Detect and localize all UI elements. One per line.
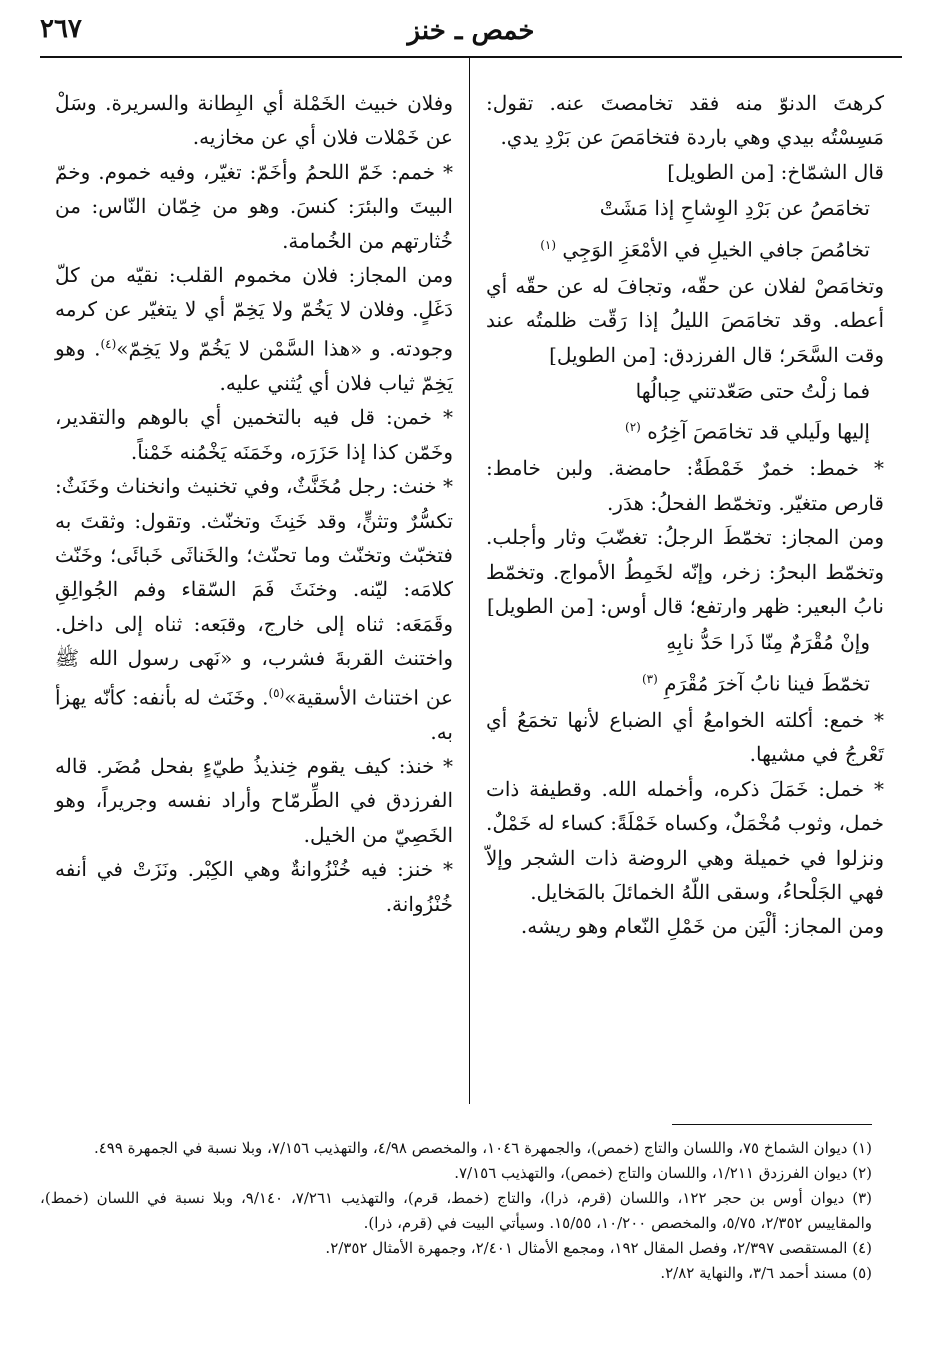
verse-line: وإنْ مُقْرَمٌ مِنّا ذَرا حَدُّ نابِهِ [666,630,870,655]
entry-text: ومن المجاز: تخمّطَ الرجلُ: تغضّبَ وثار وأجلب. وتخمّط البحرُ: زخر، وإنّه لخَمِطُ الأمواج. وتخمّط نابُ البعير: ظهر وارتفع؛ قال أوس: [من الطويل] [486,525,884,618]
entry-text: ومن المجاز: ألْيَن من خَمْلِ النّعام وهو ريشه. [520,914,884,939]
right-column [486,86,884,944]
verse-line [486,228,884,267]
verse-text: تخمّطَ فينا نابُ آخرَ مُقْرَمِ [664,671,870,696]
verse-line: فما زلْتُ حتى صَعّدتني حِبالُها [635,378,870,403]
column-divider [469,58,470,1104]
entry-text: وفلان خبيث الخَمْلة أي البِطانة والسريرة. وسَلْ عن خَمْلات فلان أي عن مخازيه. [55,91,453,150]
left-column [55,86,453,921]
footnote-marker: (٤) [100,336,117,351]
header-rule [40,56,902,58]
footnote: (٢) ديوان الفرزدق ١/٢١١، واللسان والتاج (خمص)، والتهذيب ٧/١٥٦. [454,1164,872,1182]
footnote-marker: (٢) [625,420,641,435]
entry-khanth [55,469,453,749]
verse-text: إليها ولَيلي قد تخامَصَ آخِرُه [647,419,870,444]
footnote-marker: (٣) [641,671,658,686]
footnote-marker: (٥) [268,685,285,700]
footnotes [40,1136,872,1286]
running-title: خمص ـ خنز [407,16,535,46]
entry-khama: * خمع: أكلته الخوامعُ أي الضباع لأنها تخمَعُ أي تَعْرجُ في مشيها. [486,707,884,767]
verse-line: تخامَصُ عن بَرْدِ الوِشاحِ إذا مَشَتْ [599,196,870,221]
footnote: (٣) ديوان أوس بن حجر ١٢٢، واللسان (قرم، ذرا)، والتاج (خمط، قرم)، والتهذيب ٧/٢٦١، ٩/١٤٠، وبلا نسبة في اللسان (خمط)، والمقاييس ٢/٣٥٢، ٥/٧٥، والمخصص ١٠/٢٠٠، ١٥/٥٥. وسيأتي البيت في (قرم، ذرا). [40,1189,872,1232]
entry-khamt: * خمط: خمرٌ خَمْطَةٌ: حامضة. ولبن خامط: قارص متغيّر. وتخمّط الفحلُ: هدَر. [486,456,884,515]
entry-khanz: * خنز: فيه خُنْزُوانةٌ وهي الكِبْر. ونَزَتْ في أنفه خُنْزُوانة. [55,857,453,916]
entry-text-part: * خنث: رجل مُخَنَّثٌ، وفي تخنيث وانخناث وخَنَثٌ: تكسُّرٌ وتثنٍّ، وقد خَنِثَ وتخنّث. وتقول: وثقتَ به فتخبّث وتخنّث وما تحنّث؛ والخَناثَى خَبائَى؛ وخَنّث كلامَه: ليّنه. وخنَثَ فَمَ السّقاء وفم الجُوالِقِ وقَمَعَه: ثناه إلى خارج، وقبَعه: ثناه إلى داخل. واختنث القربةَ فشرب، و «نَهى رسول الله ﷺ عن اختناث الأسقية» [55,474,453,710]
entry-khaml: * خمل: خَمَلَ ذكره، وأخمله الله. وقطيفة ذات خمل، وثوب مُخْمَلٌ، وكساه خَمْلَةً: كساء له خَمْلٌ. ونزلوا في خميلة وهي الروضة ذات الشجر وإلاّ فهي الجَلْحاءُ، وسقى اللّهُ الخمائلَ بالمَخايل. [486,776,884,904]
entry-text: وتخامَصْ لفلان عن حقّه، وتجافَ له عن حقّه أي أعطه. وقد تخامَصَ الليلُ إذا رَقّت ظلمتُه عند وقت السَّحَر؛ قال الفرزدق: [من الطويل] [486,273,884,367]
entry-khamn: * خمن: قل فيه بالتخمين أي بالوهم والتقدير، وخَمّن كذا إذا حَزَرَه، وخَمَنَه يَخْمُنه خَمْناً. [55,405,453,464]
footnote-rule [672,1124,872,1125]
page-number: ٢٦٧ [40,14,82,44]
entry-khamm: * خمم: خَمّ اللحمُ وأخَمّ: تغيّر، وفيه خموم. وخمّ البيتَ والبئرَ: كنسَ. وهو من خِمّان النّاس: من خُثارتهم من الخُمامة. [55,159,453,253]
entry-text-part: ومن المجاز: فلان مخموم القلب: نقيّه من كلّ دَغَلٍ. وفلان لا يَخُمّ ولا يَخِمّ أي لا يتغيّر عن كرمه وجودته. و «هذا السَّمْن لا يَخُمّ ولا يَخِمّ» [55,263,453,361]
footnote-marker: (١) [540,237,557,252]
verse-text: تخامُصَ جافي الخيلِ في الأمْعَزِ الوَجِي [562,237,870,262]
entry-text-part: . وخَنَث له بأنفه: كأنّه يهزأ به. [55,685,453,744]
entry-text [55,258,453,400]
entry-khanth-dh: * خنذ: كيف يقوم خِنذيذُ طيّءٍ بفحل مُضَر. قاله الفرزدق في الطِّرمّاح وأراد نفسه وجريراً، وهو الخَصِيّ من الخيل. [55,754,453,847]
page-header [40,10,902,52]
footnote: (١) ديوان الشماخ ٧٥، واللسان والتاج (خمص)، والجمهرة ١٠٤٦، والمخصص ٤/٩٨، والتهذيب ٧/١٥٦، وبلا نسبة في الجمهرة ٤٩٩. [93,1139,872,1157]
footnote: (٥) مسند أحمد ٣/٦، والنهاية ٢/٨٢. [660,1264,872,1282]
entry-text: كرهتَ الدنوّ منه فقد تخامصتَ عنه. تقول: مَسِسْتُه بيدي وهي باردة فتخامَصَ عن بَرْدِ يدي. [486,91,884,150]
entry-text-part: . وهو يَخِمّ ثياب فلان أي يُثني عليه. [55,336,453,395]
verse-line [486,662,884,701]
verse-line [486,410,884,449]
meter-label: قال الشمّاخ: [من الطويل] [667,159,884,184]
footnote: (٤) المستقصى ٢/٣٩٧، وفصل المقال ١٩٢، ومجمع الأمثال ٢/٤٠١، وجمهرة الأمثال ٢/٣٥٢. [325,1239,872,1257]
